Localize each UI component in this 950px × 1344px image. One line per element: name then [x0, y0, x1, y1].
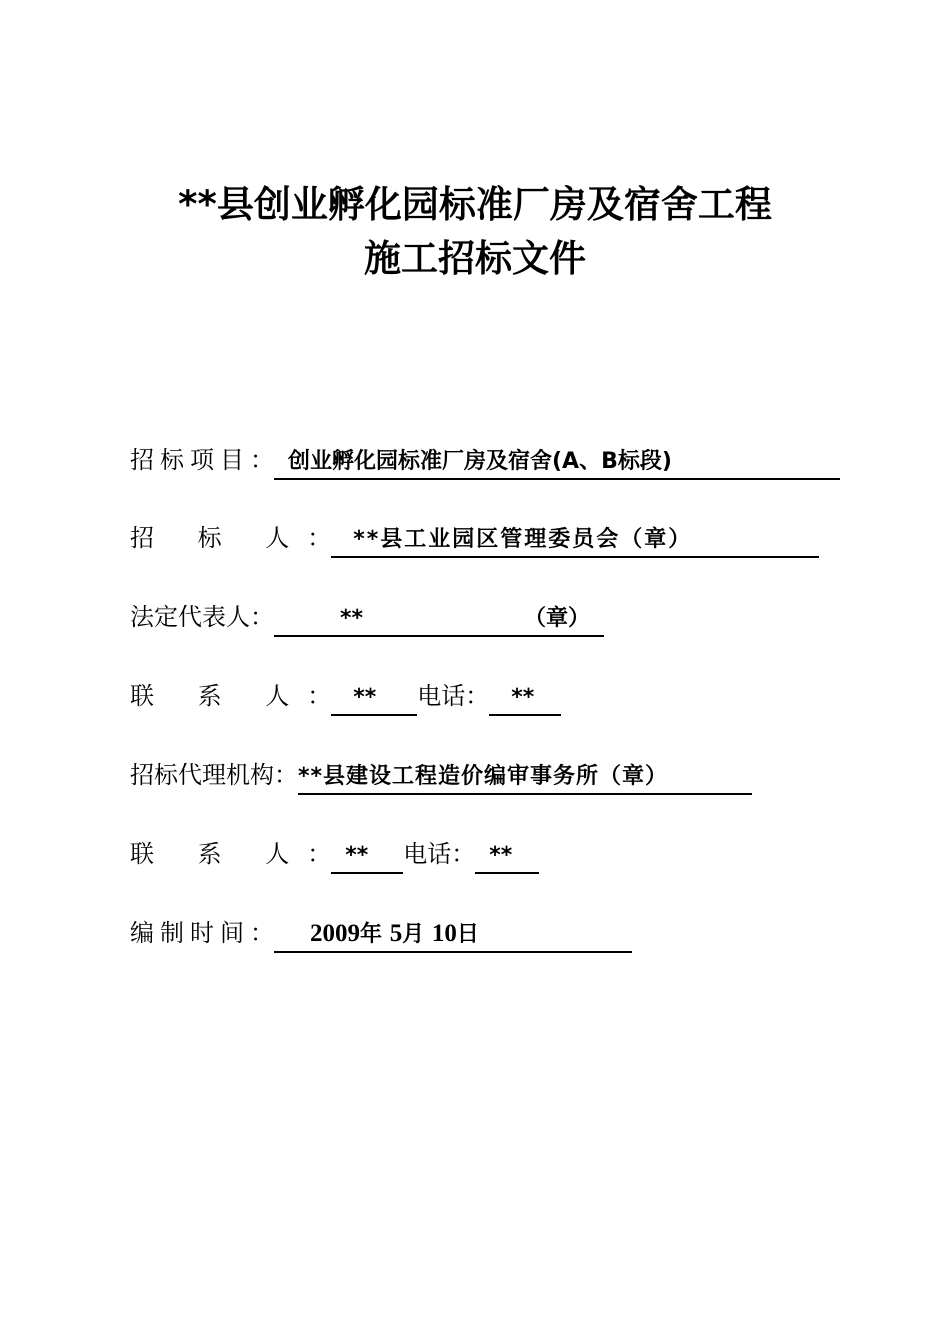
date-day: 10 — [431, 920, 457, 947]
tenderer-value-text: **县工业园区管理委员会（章） — [353, 527, 693, 552]
project-value-text: 创业孵化园标准厂房及宿舍(A、B标段) — [288, 449, 672, 474]
contact2-phone-label: 电话： — [403, 840, 476, 868]
legal-rep-colon: ： — [250, 603, 274, 631]
contact2-value — [331, 841, 403, 874]
date-month: 5 — [389, 920, 403, 947]
field-row-legal-rep — [130, 597, 604, 637]
legal-rep-seal: （章） — [523, 606, 590, 631]
tenderer-value — [331, 525, 819, 558]
field-row-agency — [130, 755, 752, 795]
contact2-value-text: ** — [345, 843, 369, 868]
date-year-unit: 年 — [360, 922, 383, 947]
date-month-unit: 月 — [402, 922, 425, 947]
contact1-value — [331, 683, 417, 716]
contact2-phone-value — [475, 841, 539, 874]
contact1-label: 联 系 人 — [130, 682, 308, 710]
tenderer-colon: ： — [307, 524, 332, 552]
date-value — [274, 919, 632, 953]
field-row-contact1 — [130, 676, 561, 716]
date-year: 2009 — [310, 920, 360, 947]
legal-rep-value-text: ** — [340, 606, 364, 631]
contact1-value-text: ** — [353, 685, 377, 710]
contact1-colon: ： — [307, 682, 332, 710]
date-day-unit: 日 — [456, 922, 479, 947]
contact2-label: 联 系 人 — [130, 840, 308, 868]
date-label: 编制时间 — [130, 919, 250, 947]
document-title-line1: **县创业孵化园标准厂房及宿舍工程 — [178, 183, 772, 226]
contact1-phone-label: 电话： — [417, 682, 490, 710]
contact1-phone-text: ** — [511, 685, 535, 710]
field-row-date — [130, 913, 632, 953]
legal-rep-label: 法定代表人 — [130, 603, 250, 631]
contact2-colon: ： — [307, 840, 332, 868]
tenderer-label: 招 标 人 — [130, 524, 308, 552]
contact1-phone-value — [489, 683, 561, 716]
field-row-tenderer — [130, 518, 819, 558]
agency-colon: ： — [274, 761, 298, 789]
project-colon: ： — [250, 446, 274, 474]
agency-value — [298, 762, 752, 795]
project-label: 招标项目 — [130, 446, 250, 474]
agency-label: 招标代理机构 — [130, 761, 274, 789]
field-row-project — [130, 440, 840, 480]
document-title-line2: 施工招标文件 — [364, 237, 586, 280]
legal-rep-value — [274, 604, 604, 637]
contact2-phone-text: ** — [489, 843, 513, 868]
date-colon: ： — [250, 919, 274, 947]
agency-value-text: **县建设工程造价编审事务所（章） — [298, 764, 669, 789]
field-row-contact2 — [130, 834, 539, 874]
project-value — [274, 447, 840, 480]
